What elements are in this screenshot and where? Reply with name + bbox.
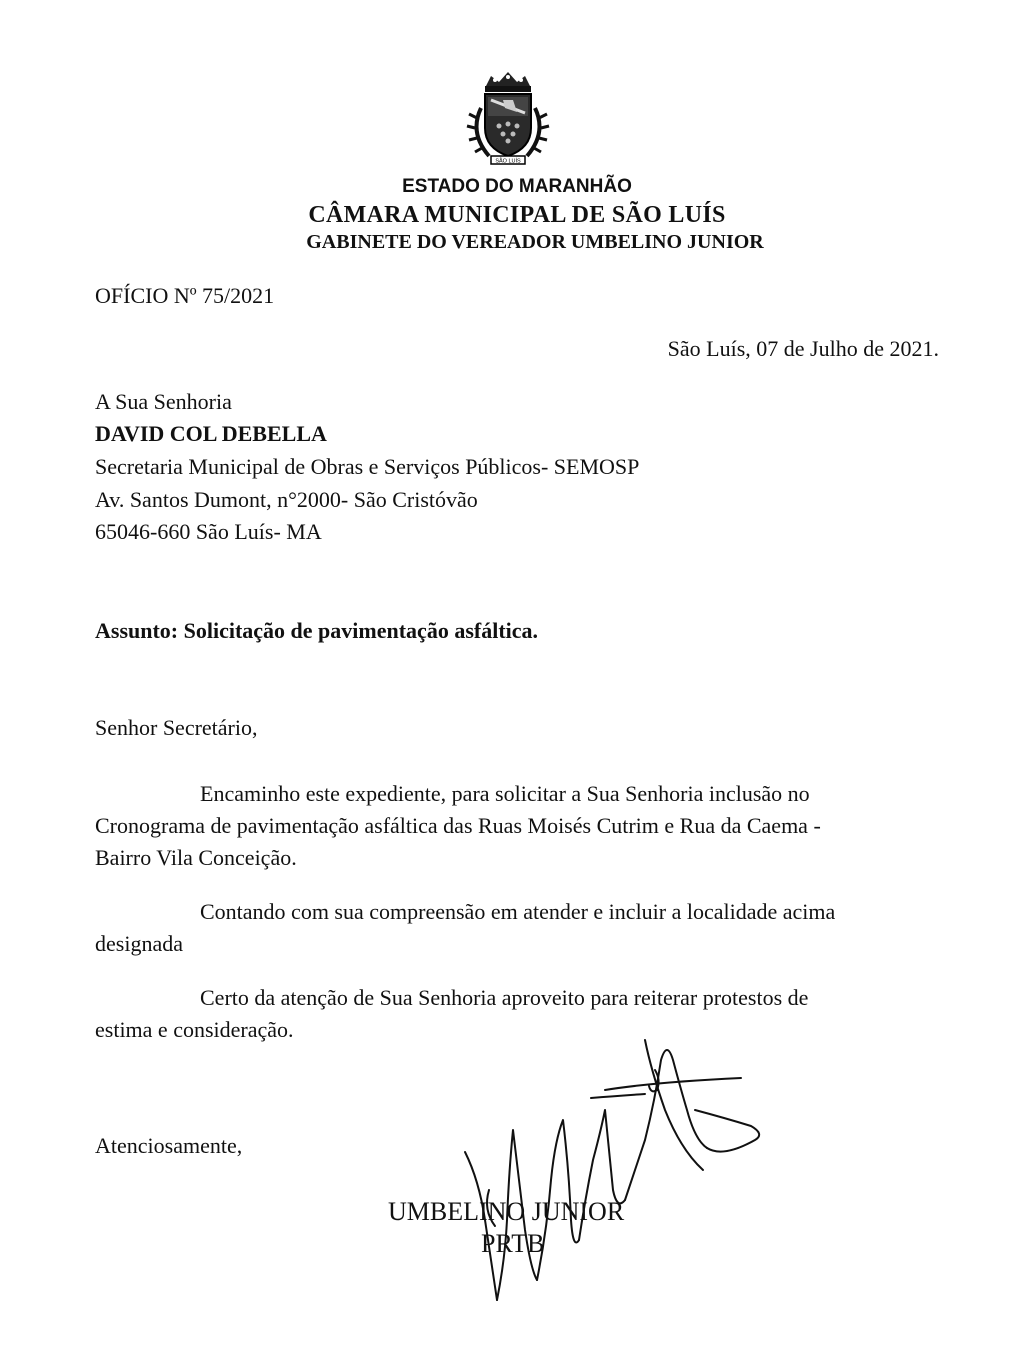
paragraph-2-line-1: Contando com sua compreensão em atender e incluir a localidade acima <box>200 899 836 924</box>
paragraph-3-line-2: estima e consideração. <box>95 1017 294 1042</box>
paragraph-3-line-1: Certo da atenção de Sua Senhoria aproveito para reiterar protestos de <box>200 985 809 1010</box>
recipient-department: Secretaria Municipal de Obras e Serviços Públicos- SEMOSP <box>95 454 640 479</box>
recipient-name: DAVID COL DEBELLA <box>95 421 327 446</box>
paragraph-1-line-2: Cronograma de pavimentação asfáltica das Ruas Moisés Cutrim e Rua da Caema - <box>95 813 821 838</box>
letter-date: São Luís, 07 de Julho de 2021. <box>667 336 939 361</box>
letter-greeting: Senhor Secretário, <box>95 715 258 740</box>
recipient-address: Av. Santos Dumont, n°2000- São Cristóvão <box>95 487 478 512</box>
letter-subject: Assunto: Solicitação de pavimentação asfáltica. <box>95 618 539 643</box>
signer-name: UMBELINO JUNIOR <box>388 1197 625 1226</box>
recipient-salutation: A Sua Senhoria <box>95 389 232 414</box>
paragraph-1-line-1: Encaminho este expediente, para solicitar a Sua Senhoria inclusão no <box>200 781 810 806</box>
handwritten-signature <box>455 1030 775 1320</box>
chamber-heading: CÂMARA MUNICIPAL DE SÃO LUÍS <box>308 202 726 228</box>
office-heading: GABINETE DO VEREADOR UMBELINO JUNIOR <box>306 231 764 253</box>
paragraph-2-line-2: designada <box>95 931 183 956</box>
letter-closing: Atenciosamente, <box>95 1133 243 1158</box>
letter-reference: OFÍCIO Nº 75/2021 <box>95 283 275 308</box>
seal-ribbon-text: SÃO LUÍS <box>495 158 521 165</box>
paragraph-1-line-3: Bairro Vila Conceição. <box>95 845 297 870</box>
signer-party: PRTB <box>481 1229 545 1258</box>
recipient-city: 65046-660 São Luís- MA <box>95 519 322 544</box>
coat-of-arms-icon <box>455 68 561 168</box>
state-heading: ESTADO DO MARANHÃO <box>402 176 632 197</box>
